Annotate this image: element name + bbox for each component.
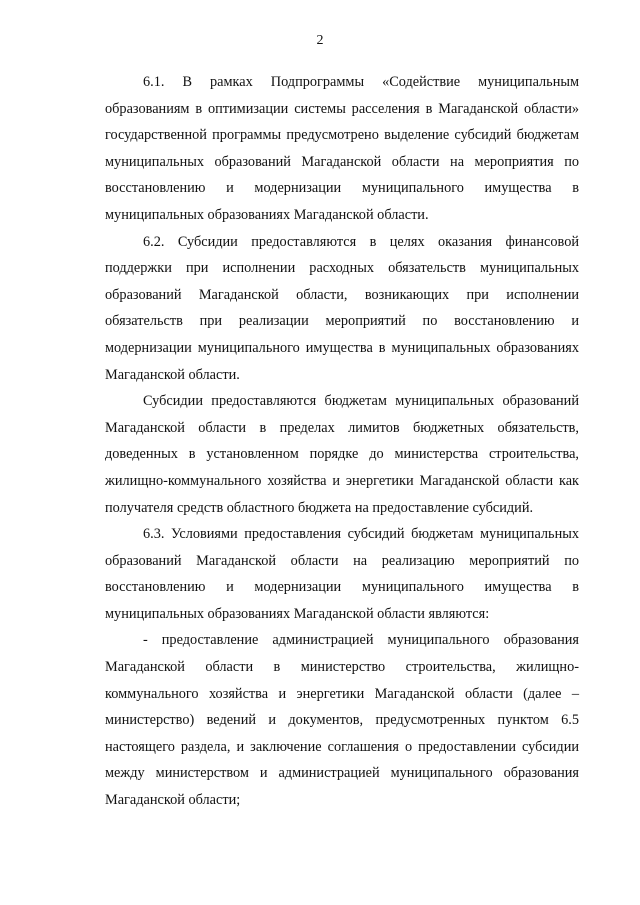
page-number: 2	[316, 33, 324, 48]
paragraph-6-3-condition-item: - предоставление администрацией муниципального образования Магаданской области в министерство строительства, жилищно-коммунального хозяйства и энергетики Магаданской области (далее – министерство) ведений и документов, предусмотренных пунктом 6.5 настоящего раздела, и заключение соглашения о предоставлении субсидии между министерством и администрацией муниципального образования Магаданской области;	[105, 632, 579, 809]
paragraph-6-1: 6.1. В рамках Подпрограммы «Содействие муниципальным образованиям в оптимизации системы расселения в Магаданской области» государственной программы предусмотрено выделение субсидий бюджетам муниципальных образований Магаданской области на мероприятия по восстановлению и модернизации муниципального имущества в муниципальных образованиях Магаданской области.	[105, 74, 579, 223]
document-body	[105, 69, 579, 814]
paragraph-6-3: 6.3. Условиями предоставления субсидий бюджетам муниципальных образований Магаданской области на реализацию мероприятий по восстановлению и модернизации муниципального имущества в муниципальных образованиях Магаданской области являются:	[105, 526, 579, 622]
paragraph-6-2: 6.2. Субсидии предоставляются в целях оказания финансовой поддержки при исполнении расходных обязательств муниципальных образований Магаданской области, возникающих при исполнении обязательств при реализации мероприятий по восстановлению и модернизации муниципального имущества в муниципальных образованиях Магаданской области.	[105, 233, 579, 383]
paragraph-6-2-limits: Субсидии предоставляются бюджетам муниципальных образований Магаданской области в пределах лимитов бюджетных обязательств, доведенных в установленном порядке до министерства строительства, жилищно-коммунального хозяйства и энергетики Магаданской области как получателя средств областного бюджета на предоставление субсидий.	[105, 393, 579, 516]
